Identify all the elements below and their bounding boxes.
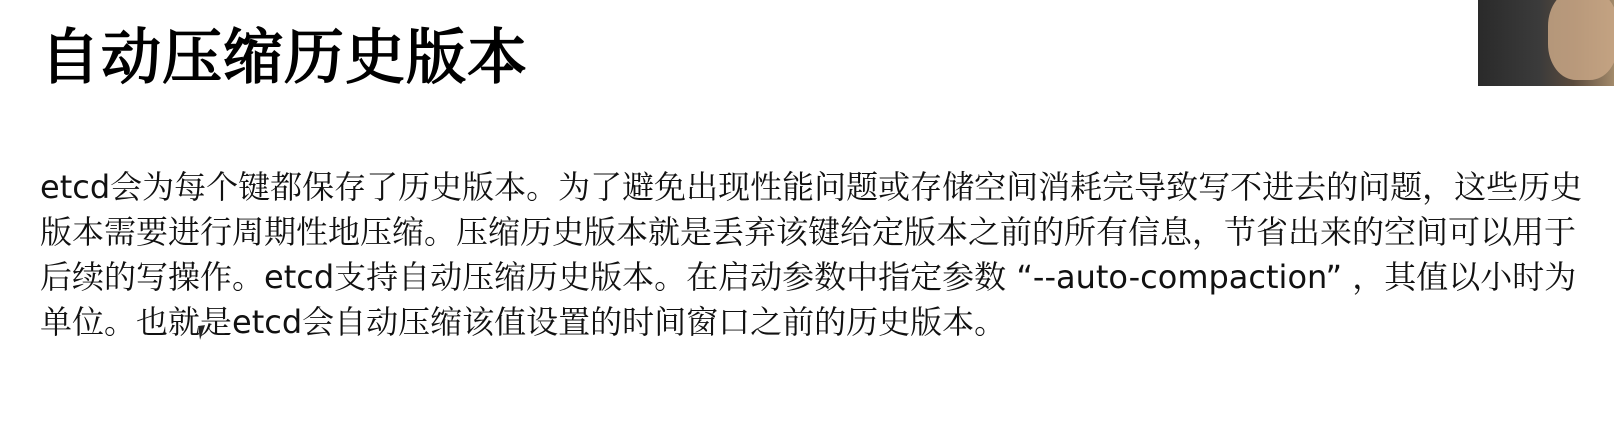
- mouse-cursor-icon: [198, 324, 214, 340]
- presenter-webcam-thumbnail: [1478, 0, 1614, 86]
- slide-title: 自动压缩历史版本: [40, 23, 528, 93]
- presenter-face: [1548, 0, 1614, 80]
- slide-body-paragraph: etcd会为每个键都保存了历史版本。为了避免出现性能问题或存储空间消耗完导致写不进去的问题，这些历史版本需要进行周期性地压缩。压缩历史版本就是丢弃该键给定版本之前的所有信息，节省出来的空间可以用于后续的写操作。etcd支持自动压缩历史版本。在启动参数中指定参数 “--auto-compaction” ，其值以小时为单位。也就是etcd会自动压缩该值设置的时间窗口之前的历史版本。: [40, 168, 1583, 341]
